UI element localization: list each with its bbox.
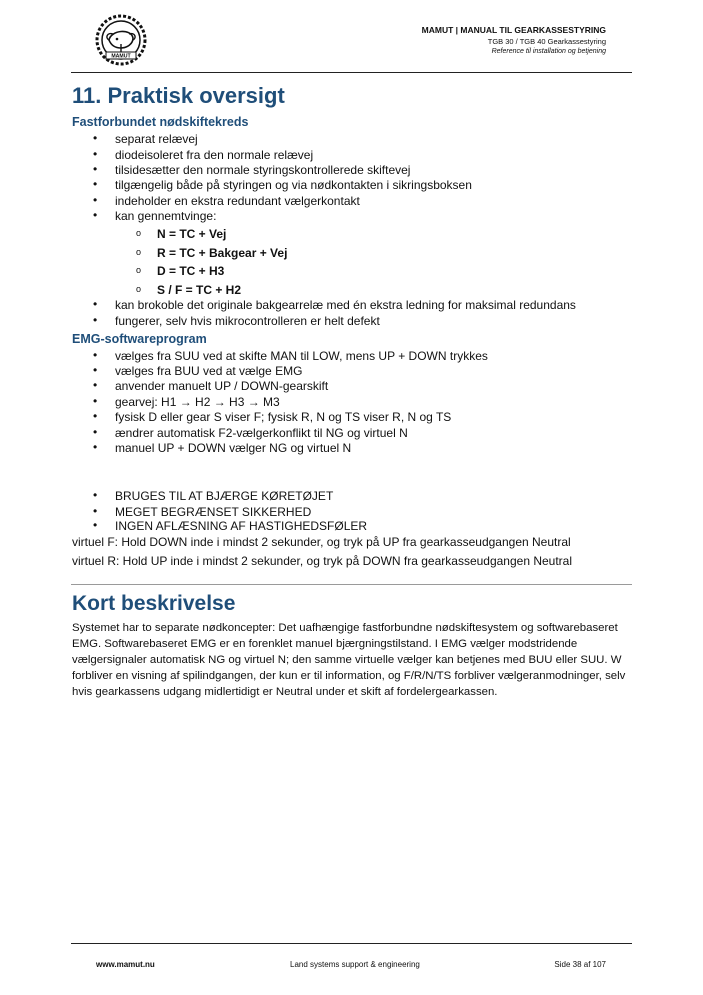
- sub-list-item: o S / F = TC + H2: [157, 283, 241, 297]
- list-item: • tilsidesætter den normale styringskontrollerede skiftevej: [115, 163, 410, 177]
- header-divider: [71, 72, 632, 73]
- list-item: • vælges fra BUU ved at vælge EMG: [115, 364, 302, 378]
- list-item: • anvender manuelt UP / DOWN-gearskift: [115, 379, 328, 393]
- footer-divider: [71, 943, 632, 944]
- sub-list-item: o R = TC + Bakgear + Vej: [157, 246, 287, 260]
- subsection-heading-fixed: Fastforbundet nødskiftekreds: [72, 115, 249, 129]
- sub-list-item: o D = TC + H3: [157, 264, 224, 278]
- section-heading: 11. Praktisk oversigt: [72, 83, 285, 108]
- list-item: • vælges fra SUU ved at skifte MAN til LOW, mens UP + DOWN trykkes: [115, 349, 488, 363]
- section-divider: [71, 584, 632, 585]
- list-item: • indeholder en ekstra redundant vælgerkontakt: [115, 194, 360, 208]
- list-item: • fungerer, selv hvis mikrocontrolleren er helt defekt: [115, 314, 380, 328]
- list-item: • kan gennemtvinge:: [115, 209, 216, 223]
- header-title: MAMUT | MANUAL TIL GEARKASSESTYRING: [421, 25, 606, 35]
- company-logo: [95, 14, 147, 66]
- note-virtual-f: virtuel F: Hold DOWN inde i mindst 2 sekunder, og tryk på UP fra gearkasseudgangen Neutral: [72, 535, 571, 549]
- note-virtual-r: virtuel R: Hold UP inde i mindst 2 sekunder, og tryk på DOWN fra gearkasseudgangen Neutral: [72, 554, 573, 568]
- list-item: • kan brokoble det originale bakgearrelæ med én ekstra ledning for maksimal redundans: [115, 298, 576, 312]
- footer-website: www.mamut.nu: [96, 960, 155, 969]
- svg-text:MAMUT: MAMUT: [111, 53, 131, 60]
- header-reference: Reference til installation og betjening: [491, 48, 606, 55]
- subsection-heading-emg: EMG-softwareprogram: [72, 332, 207, 346]
- list-item: • ændrer automatisk F2-vælgerkonflikt til NG og virtuel N: [115, 426, 408, 440]
- list-item: • gearvej: H1 → H2 → H3 → M3: [115, 395, 280, 409]
- caps-list-item: • INGEN AFLÆSNING AF HASTIGHEDSFØLER: [115, 519, 367, 533]
- section-heading-summary: Kort beskrivelse: [72, 592, 236, 615]
- footer-tagline: Land systems support & engineering: [290, 960, 420, 969]
- header-subtitle: TGB 30 / TGB 40 Gearkassestyring: [487, 37, 606, 46]
- sub-list-item: o N = TC + Vej: [157, 227, 226, 241]
- list-item: • fysisk D eller gear S viser F; fysisk R, N og TS viser R, N og TS: [115, 410, 451, 424]
- list-item: • diodeisoleret fra den normale relævej: [115, 148, 313, 162]
- caps-list-item: • BRUGES TIL AT BJÆRGE KØRETØJET: [115, 489, 333, 503]
- caps-list-item: • MEGET BEGRÆNSET SIKKERHED: [115, 505, 311, 519]
- list-item: • manuel UP + DOWN vælger NG og virtuel N: [115, 441, 351, 455]
- list-item: • tilgængelig både på styringen og via nødkontakten i sikringsboksen: [115, 178, 472, 192]
- footer-page-number: Side 38 af 107: [554, 960, 606, 969]
- summary-paragraph: Systemet har to separate nødkoncepter: Det uafhængige fastforbundne nødskiftesystem og softwarebaseret EMG. Softwarebaseret EMG er en forenklet manuel bjærgningstilstand. I EMG vælger modstridende vælgersignaler automatisk NG og virtuel N; den samme virtuelle vælger kan betjenes med BUU eller SUU. W forbliver en visning af spilindgangen, der kun er til information, og F/R/N/TS forbliver vælgeranmodninger, selv hvis gearkassens udgang midlertidigt er Neutral under et skift af fordelergearkassen.: [72, 622, 626, 698]
- list-item: • separat relævej: [115, 132, 198, 146]
